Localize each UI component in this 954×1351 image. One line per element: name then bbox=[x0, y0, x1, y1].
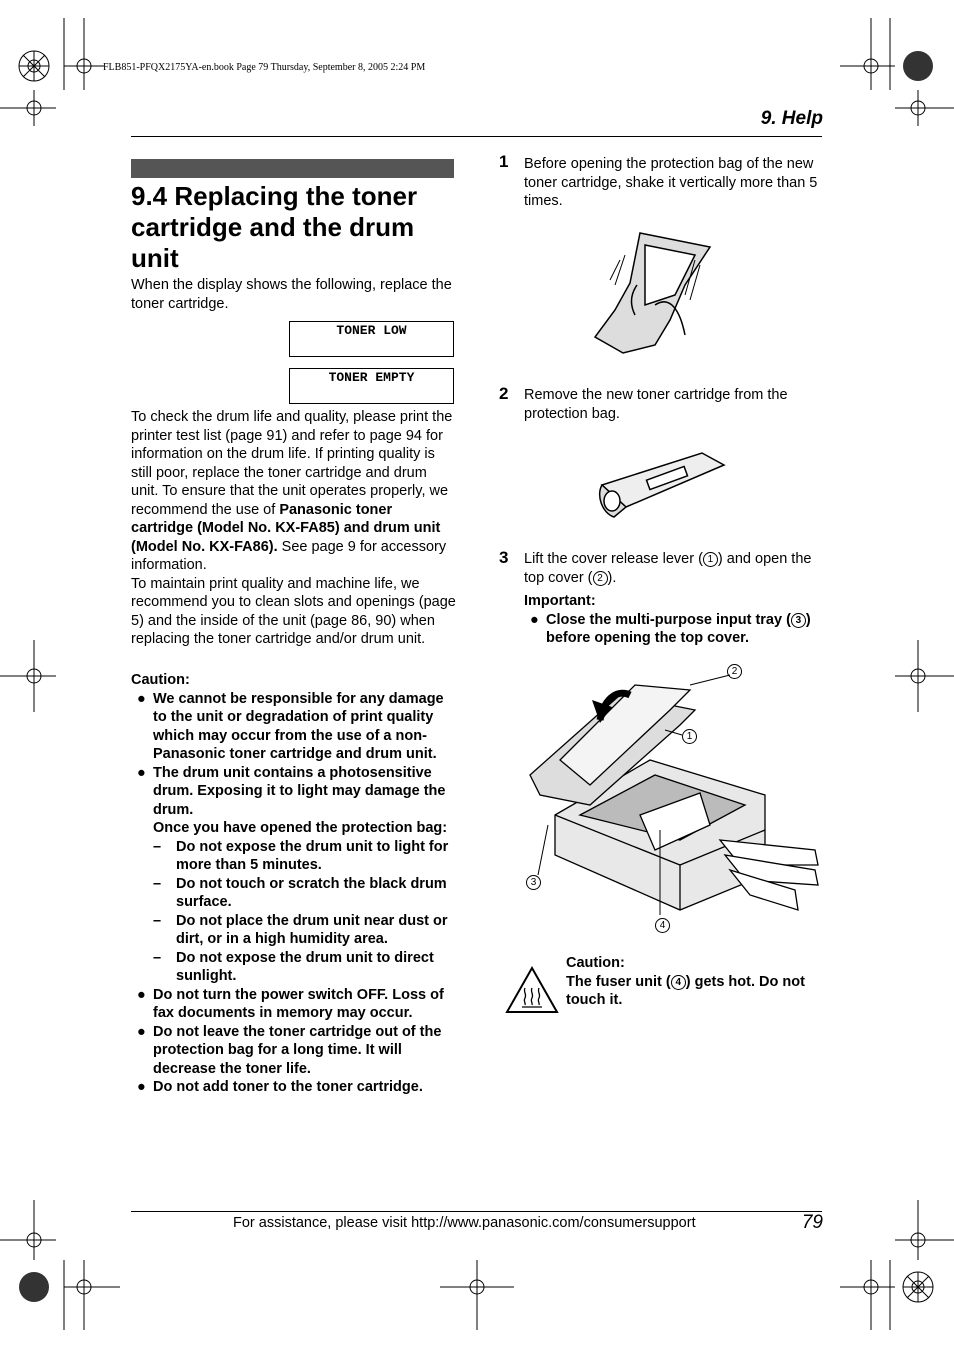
caution-block bbox=[131, 671, 456, 1097]
title-bar bbox=[131, 159, 454, 178]
fuser-caution-label: Caution: bbox=[566, 955, 625, 971]
body-text bbox=[131, 408, 456, 649]
important-text-a: Close the multi-purpose input tray ( bbox=[546, 611, 791, 628]
important-text-b: ) before opening the top cover. bbox=[546, 611, 811, 646]
page-title: 9.4 Replacing the toner cartridge and the drum unit bbox=[131, 181, 418, 273]
caution-bullet-1 bbox=[131, 690, 456, 764]
step-1-text: Before opening the protection bag of the new toner cartridge, shake it vertically more than 5 times. bbox=[524, 156, 818, 209]
bullet-icon: ● bbox=[137, 1079, 146, 1095]
dash-icon: – bbox=[153, 949, 162, 966]
step-3-text bbox=[524, 550, 824, 587]
toner-cartridge-illustration bbox=[592, 445, 732, 525]
intro-text: When the display shows the following, replace the toner cartridge. bbox=[131, 277, 452, 312]
caution-bullet-text: Do not leave the toner cartridge out of the protection bag for a long time. It will decrease the toner life. bbox=[153, 1023, 442, 1077]
caution-dash-2 bbox=[131, 875, 456, 912]
caution-bullet-text: The drum unit contains a photosensitive drum. Exposing it to light may damage the drum. bbox=[153, 764, 446, 818]
footer-rule bbox=[131, 1211, 822, 1212]
important-label: Important: bbox=[524, 593, 596, 609]
important-block bbox=[524, 592, 824, 648]
caution-bullet-text: Do not add toner to the toner cartridge. bbox=[153, 1079, 423, 1095]
dash-icon: – bbox=[153, 838, 162, 855]
bullet-icon: ● bbox=[530, 611, 539, 628]
callout-ref-1: 1 bbox=[703, 552, 718, 567]
dash-icon: – bbox=[153, 912, 162, 929]
p1c: See page 9 for accessory information. bbox=[131, 538, 447, 573]
caution-label: Caution: bbox=[131, 672, 190, 688]
shake-cartridge-illustration bbox=[585, 225, 725, 360]
paragraph-drum-life bbox=[131, 408, 456, 575]
section-header: 9. Help bbox=[760, 108, 823, 129]
caution-dash-text: Do not expose the drum unit to light for more than 5 minutes. bbox=[176, 838, 449, 873]
caution-bullet-4 bbox=[131, 1023, 456, 1079]
fuser-text-b: ) gets hot. Do not touch it. bbox=[566, 973, 805, 1008]
lcd-toner-low-text: TONER LOW bbox=[336, 323, 407, 338]
fuser-caution-text bbox=[566, 973, 824, 1010]
caution-bullet-5 bbox=[131, 1078, 456, 1097]
paragraph-maintenance: To maintain print quality and machine life, we recommend you to clean slots and openings (page 5) and the inside of the unit (page 86, 90) when replacing the toner cartridge and/or drum unit. bbox=[131, 575, 456, 647]
callout-ref-2: 2 bbox=[593, 571, 608, 586]
bullet-icon: ● bbox=[137, 986, 146, 1003]
step-1-number: 1 bbox=[499, 152, 509, 171]
callout-1: 1 bbox=[682, 729, 697, 744]
caution-bullet-3 bbox=[131, 986, 456, 1023]
fuser-text-a: The fuser unit ( bbox=[566, 973, 671, 990]
caution-dash-text: Do not touch or scratch the black drum surface. bbox=[176, 875, 447, 910]
bullet-icon: ● bbox=[137, 764, 146, 781]
callout-2: 2 bbox=[727, 664, 742, 679]
caution-dash-1 bbox=[131, 838, 456, 875]
caution-dash-4 bbox=[131, 949, 456, 986]
lcd-toner-low bbox=[289, 321, 454, 357]
caution-bullet-text: We cannot be responsible for any damage to the unit or degradation of print quality which may occur from the use of a non-Panasonic toner cartridge and drum unit. bbox=[153, 690, 444, 762]
step-3-number: 3 bbox=[499, 548, 509, 567]
header-rule bbox=[131, 136, 822, 137]
callout-3: 3 bbox=[526, 875, 541, 890]
caution-dash-text: Do not expose the drum unit to direct sunlight. bbox=[176, 949, 434, 984]
step-3-text-c: ). bbox=[607, 569, 617, 586]
caution-bullet-text: Do not turn the power switch OFF. Loss of fax documents in memory may occur. bbox=[153, 986, 444, 1021]
p1a: To check the drum life and quality, please print the printer test list (page 91) and refer to page 94 for information on the drum life. If printing quality is still poor, replace the toner cartridge and drum unit. To ensure that the unit operates properly, we recommend the use of bbox=[131, 409, 453, 518]
caution-bullet-2 bbox=[131, 764, 456, 820]
bullet-icon: ● bbox=[137, 1023, 146, 1040]
step-3-text-a: Lift the cover release lever ( bbox=[524, 551, 703, 567]
important-bullet bbox=[524, 611, 824, 648]
caution-sub-label: Once you have opened the protection bag: bbox=[153, 820, 448, 836]
hot-surface-warning-icon bbox=[504, 965, 560, 1015]
fuser-caution bbox=[566, 954, 824, 1010]
step-2-number: 2 bbox=[499, 384, 509, 403]
step-3-text-b: ) and open the top cover ( bbox=[524, 551, 812, 586]
lcd-toner-empty bbox=[289, 368, 454, 404]
page-number: 79 bbox=[801, 1212, 823, 1233]
lcd-toner-empty-text: TONER EMPTY bbox=[328, 370, 415, 385]
footer-assistance: For assistance, please visit http://www.panasonic.com/consumersupport bbox=[233, 1215, 696, 1231]
callout-4: 4 bbox=[655, 918, 670, 933]
bullet-icon: ● bbox=[137, 690, 146, 707]
print-slug: FLB851-PFQX2175YA-en.book Page 79 Thursday, September 8, 2005 2:24 PM bbox=[103, 62, 426, 73]
step-2-text: Remove the new toner cartridge from the protection bag. bbox=[524, 387, 788, 422]
p1b: Panasonic toner cartridge (Model No. KX-FA85) and drum unit (Model No. KX-FA86). bbox=[131, 501, 441, 555]
fax-machine-illustration bbox=[520, 665, 825, 925]
caution-dash-3 bbox=[131, 912, 456, 949]
callout-ref-3: 3 bbox=[791, 613, 806, 628]
callout-ref-4: 4 bbox=[671, 975, 686, 990]
dash-icon: – bbox=[153, 875, 162, 892]
caution-dash-text: Do not place the drum unit near dust or dirt, or in a high humidity area. bbox=[176, 912, 448, 947]
